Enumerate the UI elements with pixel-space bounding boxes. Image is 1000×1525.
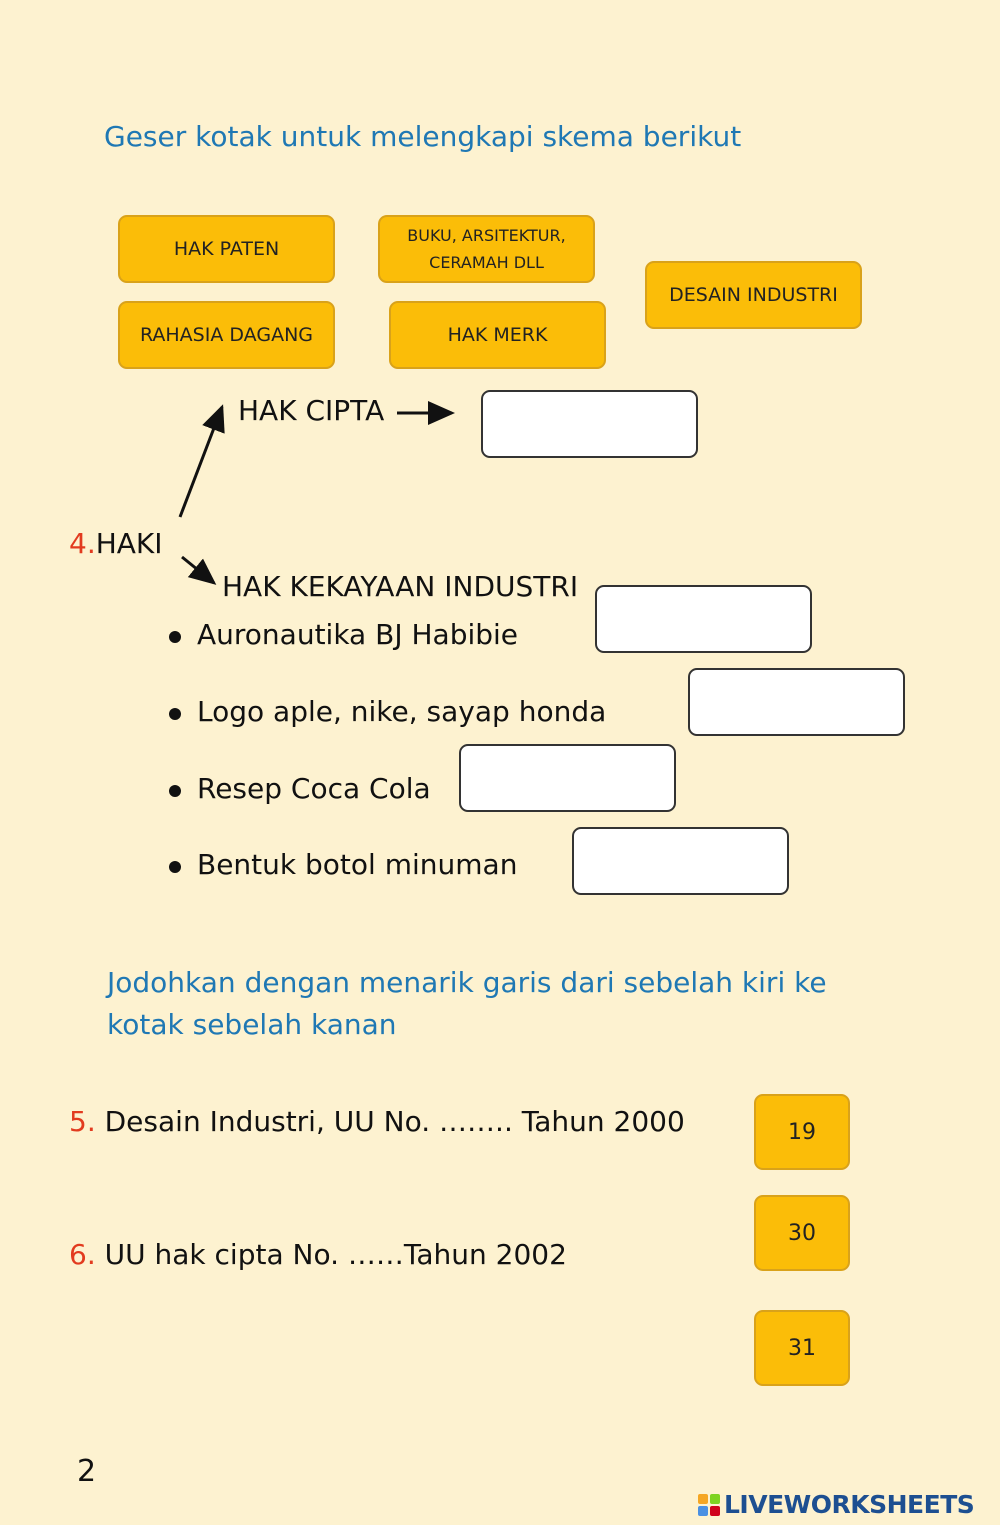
arrow-to-hak-industri	[182, 557, 214, 583]
match-instruction-line1: Jodohkan dengan menarik garis dari sebelah kiri ke	[107, 966, 827, 999]
match-option-31[interactable]: 31	[754, 1310, 850, 1386]
haki-label: HAKI	[95, 527, 163, 560]
brand-name: LIVEWORKSHEETS	[724, 1490, 975, 1519]
item-logo: Logo aple, nike, sayap honda	[197, 695, 607, 728]
question-number-4: 4.	[69, 527, 96, 560]
arrow-to-hak-cipta	[180, 407, 222, 517]
bullet-dot	[169, 785, 181, 797]
haki-root	[69, 527, 163, 560]
drop-box-resep[interactable]	[459, 744, 676, 812]
logo-grid-icon	[698, 1494, 720, 1516]
drag-instruction: Geser kotak untuk melengkapi skema berikut	[104, 120, 742, 153]
page-number: 2	[77, 1454, 97, 1489]
bullet-dot	[169, 631, 181, 643]
match-instruction-line2: kotak sebelah kanan	[107, 1008, 397, 1041]
drop-box-auronautika[interactable]	[595, 585, 812, 653]
question-6[interactable]	[69, 1238, 567, 1271]
liveworksheets-logo	[698, 1490, 974, 1519]
bullet-dot	[169, 708, 181, 720]
hak-kekayaan-industri-label: HAK KEKAYAAN INDUSTRI	[222, 570, 579, 603]
item-resep: Resep Coca Cola	[197, 772, 431, 805]
drop-box-logo[interactable]	[688, 668, 905, 736]
chip-buku-line2: CERAMAH DLL	[429, 253, 544, 272]
chip-rahasia-dagang[interactable]: RAHASIA DAGANG	[118, 301, 335, 369]
bullet-dot	[169, 861, 181, 873]
chip-buku-line1: BUKU, ARSITEKTUR,	[407, 226, 566, 245]
question-6-text: UU hak cipta No. ……Tahun 2002	[104, 1238, 567, 1271]
drop-box-bentuk-botol[interactable]	[572, 827, 789, 895]
question-5[interactable]	[69, 1105, 685, 1138]
item-bentuk-botol: Bentuk botol minuman	[197, 848, 518, 881]
match-option-19[interactable]: 19	[754, 1094, 850, 1170]
question-number-6: 6.	[69, 1238, 96, 1271]
chip-desain-industri[interactable]: DESAIN INDUSTRI	[645, 261, 862, 329]
question-5-text: Desain Industri, UU No. …….. Tahun 2000	[104, 1105, 685, 1138]
match-option-30[interactable]: 30	[754, 1195, 850, 1271]
drop-box-hak-cipta[interactable]	[481, 390, 698, 458]
question-number-5: 5.	[69, 1105, 96, 1138]
hak-cipta-label: HAK CIPTA	[238, 394, 385, 427]
chip-hak-merk[interactable]: HAK MERK	[389, 301, 606, 369]
chip-hak-paten[interactable]: HAK PATEN	[118, 215, 335, 283]
item-auronautika: Auronautika BJ Habibie	[197, 618, 519, 651]
